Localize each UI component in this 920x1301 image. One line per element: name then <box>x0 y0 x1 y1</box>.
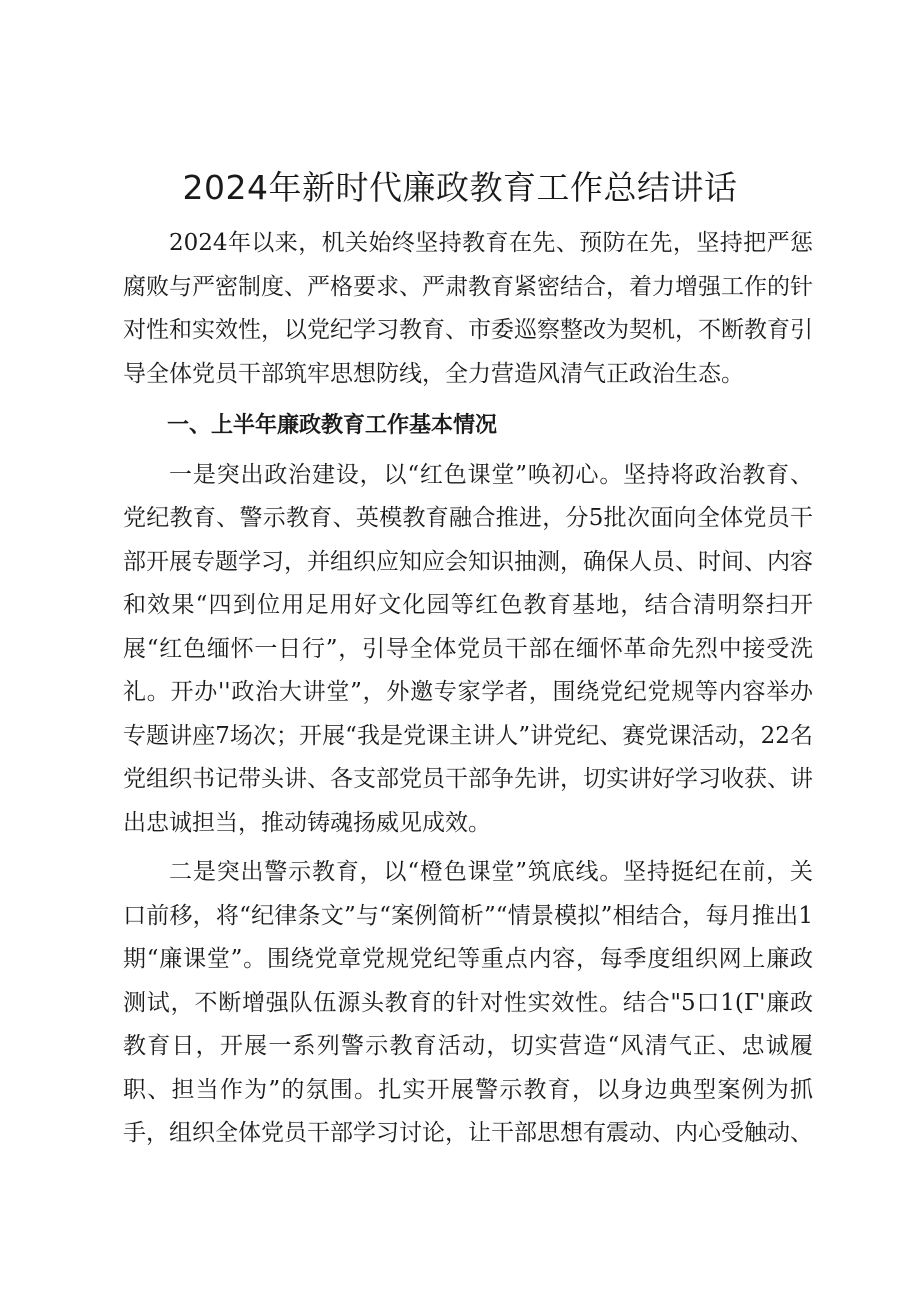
document-title: 2024年新时代廉政教育工作总结讲话 <box>182 168 738 207</box>
paragraph-warning-education: 二是突出警示教育，以“橙色课堂”筑底线。坚持挺纪在前，关口前移，将“纪律条文”与“案例简析”“情景模拟”相结合，每月推出1期“廉课堂”。围绕党章党规党纪等重点内容，每季度组织网上廉政测试，不断增强队伍源头教育的针对性实效性。结合"5口1(Г'廉政教育日，开展一系列警示教育活动，切实营造“风清气正、忠诚履职、担当作为”的氛围。扎实开展警示教育，以身边典型案例为抓手，组织全体党员干部学习讨论，让干部思想有震动、内心受触动、 <box>123 859 813 1146</box>
intro-paragraph: 2024年以来，机关始终坚持教育在先、预防在先，坚持把严惩腐败与严密制度、严格要求、严肃教育紧密结合，着力增强工作的针对性和实效性，以党纪学习教育、市委巡察整改为契机，不断教育引导全体党员干部筑牢思想防线，全力营造风清气正政治生态。 <box>123 230 813 387</box>
section-heading-1: 一、上半年廉政教育工作基本情况 <box>167 413 498 438</box>
document-body <box>123 222 813 1156</box>
paragraph-political-construction: 一是突出政治建设，以“红色课堂”唤初心。坚持将政治教育、党纪教育、警示教育、英模教育融合推进，分5批次面向全体党员干部开展专题学习，并组织应知应会知识抽测，确保人员、时间、内容和效果“四到位用足用好文化园等红色教育基地，结合清明祭扫开展“红色缅怀一日行”，引导全体党员干部在缅怀革命先烈中接受洗礼。开办''政治大讲堂”，外邀专家学者，围绕党纪党规等内容举办专题讲座7场次；开展“我是党课主讲人”讲党纪、赛党课活动，22名党组织书记带头讲、各支部党员干部争先讲，切实讲好学习收获、讲出忠诚担当，推动铸魂扬威见成效。 <box>123 461 813 836</box>
